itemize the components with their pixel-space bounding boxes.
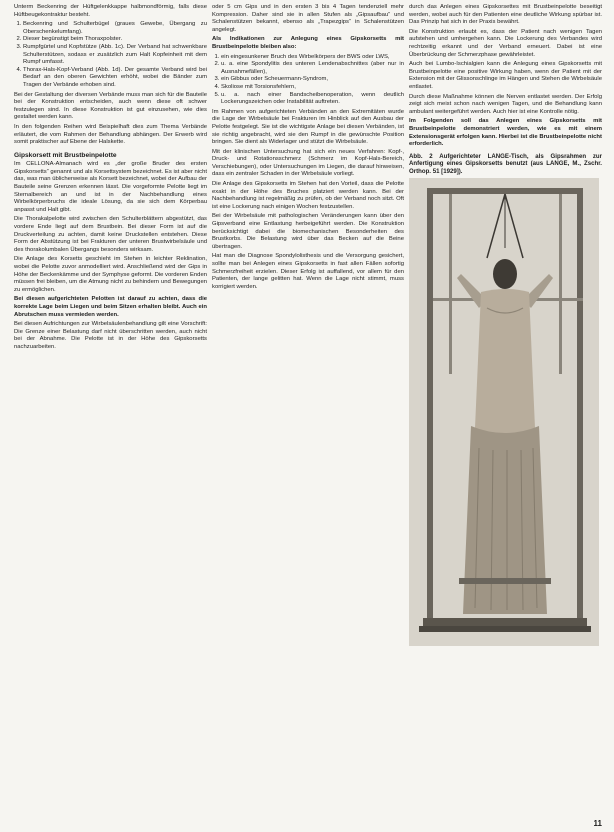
column-middle [212,4,404,822]
list-item: 4. Thorax-Hals-Kopf-Verband (Abb. 1d). Der gesamte Verband wird bei Bedarf an den oberen Gewichten erhöht, wobei die Bänder zum Tragen der Verbände erhoben sind. [23,67,207,90]
paragraph: oder 5 cm Gips und in den ersten 3 bis 4 Tagen tendenziell mehr Kompression. Daher sind sie in allen Stufen als „Gipsaufbau“ und Schalenstützen bekannt, ebenso als „Trapezgips“ in Schalenstützen angelegt. [212,4,404,33]
lange-table-illustration [409,178,599,646]
paragraph: Mit der klinischen Untersuchung hat sich ein neues Verfahren: Kopf-, Druck- und Rotationsschmerz (Schmerz im Kopf-Hals-Bereich, Verschiebungen), oder Untersuchungen im Liegen, die darauf hinweisen, dass ein zentraler Schaden in der Wirbelsäule vorliegt. [212,148,404,178]
column-left [14,4,207,822]
paragraph: In den folgenden Reihen wird Beispielhaft dies zum Thema Verbände erläutert, die vom Rahmen der Behandlung abhängen. Der Erwerb wird somit praktischer auf Ebene der Halskette. [14,123,207,146]
paragraph: Auch bei Lumbo-Ischialgien kann die Anlegung eines Gipskorsetts mit Brustbeinpelotte eine positive Wirkung haben, wenn der Patient mit der Extension mit der Glissonschlinge im Hängen und Stehen die Wirbelsäule entlastet. [409,61,602,90]
figure-caption: Abb. 2 Aufgerichteter LANGE-Tisch, als Gipsrahmen zur Anfertigung eines Gipskorsetts benutzt (aus LANGE, M., Zschr. Orthop. 51 [1929]). [409,152,602,175]
paragraph: durch das Anlegen eines Gipskorsettes mit Brustbeinpelotte beseitigt werden, wobei auch für den Patienten eine deutliche Wirkung spürbar ist. Das Prinzip hat sich in der Praxis bewährt. [409,4,602,26]
paragraph: Bei diesen Aufrichtungen zur Wirbelsäulenbehandlung gilt eine Vorschrift: Die Grenze einer Belastung darf nicht überschritten werden, auch nicht bei der Abnahme. Die Pelotte ist in der Höhe des Gipskorsetts nachzuarbeiten. [14,321,207,350]
paragraph-bold: Als Indikationen zur Anlegung eines Gipskorsetts mit Brustbeinpelotte bleiben also: [212,36,404,50]
list-item: 2. Dieser begünstigt beim Thoraxpolster. [23,36,207,44]
list-item: 4. Skoliose mit Torsionsfehlern, [221,84,404,92]
paragraph: Bei der Wirbelsäule mit pathologischen Veränderungen kann über den Gipsverband eine Entlastung herbeigeführt werden. Die Konstruktion berücksichtigt dabei die biomechanischen Besonderheiten des Brustkorbs. Die Belastung wird über das Becken auf die Beine übertragen. [212,213,404,250]
list-item: 1. Beckenring und Schulterbügel (graues Gewebe, Übergang zu Oberschenkelumfang). [23,21,207,36]
numbered-list [212,54,404,107]
paragraph-bold: Bei diesen aufgerichteten Pelotten ist darauf zu achten, dass die korrekte Lage beim Liegen und beim Sitzen erhalten bleibt. Auch ein Abrutschen muss vermieden werden. [14,296,207,318]
paragraph: Im CELLONA-Almanach wird es „der große Bruder des ersten Gipskorsetts“ genannt und als Korsettsystem bezeichnet. Es ist aber nicht das, was man üblicherweise als Korsett bezeichnet, wobei der Aufbau der Bauteile seine Grenzen erkennen lässt. Die vorgeformte Pelotte liegt im Sternalbereich an und ist in der Nachbehandlung eines Wirbelkörperbruchs die ideale Lösung, da sie sich dem Körperbau anpasst und Halt gibt. [14,161,207,213]
paragraph: Die Thorakalpelotte wird zwischen den Schulterblättern abgestützt, das vordere Ende liegt auf dem Brustbein. Bei dieser Form ist auf die Druckverteilung zu achten, damit keine Druckstellen entstehen. Diese Form der Abstützung ist bei Frakturen der unteren Brustwirbelsäule und des thorakolumbalen Übergangs besonders wirksam. [14,216,207,253]
paragraph: Hat man die Diagnose Spondylolisthesis und die Versorgung gesichert, sollte man bei Anlegen eines Gipskorsetts in fast allen Fällen sofortig Schmerzfreiheit erzielen. Dieser Erfolg ist auffallend, vor allem für den Patienten, der lange gelitten hat. Wenn die Lage nicht stimmt, muss korrigiert werden. [212,253,404,290]
list-item: 1. ein eingesunkener Bruch des Wirbelkörpers der BWS oder LWS, [221,54,404,62]
paragraph: Durch diese Maßnahme können die Nerven entlastet werden. Der Erfolg zeigt sich meist schon nach wenigen Tagen, und die Behandlung kann ambulant weitergeführt werden. Auch hier ist eine Kontrolle nötig. [409,93,602,115]
paragraph: Unterm Beckenring der Hüftgelenkkappe halbmondförmig, falls diese Hüftbeugekontraktur besteht. [14,4,207,18]
list-item: 5. u. a. nach einer Bandscheibenoperation, wenn deutlich Lockerungszeichen oder Instabilität auftreten. [221,92,404,107]
paragraph: Im Rahmen von aufgerichteten Verbänden an den Extremitäten wurde die Lage der Wirbelsäule bei Frakturen im Hinblick auf den Ausbau der Pelotte festgelegt. Sie ist die wichtigste Anlage bei diesen Verbänden, ist sie richtig angebracht, wird sie den Rumpf in die gewünschte Position bringen. Sie dient als Widerlager und stützt die Wirbelsäule. [212,108,404,146]
section-heading: Gipskorsett mit Brustbeinpelotte [14,151,117,159]
page-number: 11 [593,819,602,828]
paragraph: Die Anlage des Gipskorsetts im Stehen hat den Vorteil, dass die Pelotte exakt in der Höhe des Bruches platziert werden kann. Bei der Nachbehandlung ist regelmäßig zu prüfen, ob der Verband noch sitzt. Oft ist eine Lockerung nach einigen Wochen festzustellen. [212,181,404,210]
paragraph-bold: Im Folgenden soll das Anlegen eines Gipskorsetts mit Brustbeinpelotte demonstriert werden, wie es mit einem Extensionsgerät erfolgen kann. Hierbei ist die Brustbeinpelotte nicht erforderlich. [409,118,602,148]
numbered-list [14,21,207,89]
paragraph: Bei der Gestaltung der diversen Verbände muss man sich für die Bauteile bei der Konstruktion entscheiden, auch wenn diese oft schwer festzulegen sind. In diese Konstruktion ist gut einzusehen, wie dies gestaltet werden kann. [14,91,207,121]
list-item: 3. ein Gibbus oder Scheuermann-Syndrom, [221,76,404,84]
paragraph: Die Anlage des Korsetts geschieht im Stehen in leichter Reklination, wobei die Pelotte zuvor anmodelliert wird. Anschließend wird der Gips in Höhe der Beckenkämme und der Symphyse geformt. Die vorderen Enden müssen frei bleiben, um die Atmung nicht zu behindern und Bewegungen zu ermöglichen. [14,256,207,293]
figure-photo [409,178,599,646]
paragraph: Die Konstruktion erlaubt es, dass der Patient nach wenigen Tagen aufstehen und umhergehen kann. Die Lockerung des Verbandes wird rechtzeitig erkannt und der Verband erneuert. Dabei ist eine Überbrückung der Schmerzphase gewährleistet. [409,28,602,58]
column-right [409,4,602,822]
list-item: 2. u. a. eine Spondylitis des unteren Lendenabschnittes (aber nur in Ausnahmefällen), [221,61,404,76]
list-item: 3. Rumpfgürtel und Kopfstütze (Abb. 1c). Der Verband hat schwenkbare Schulterstützen, sodass er zusätzlich zum Halt Kopfeinheit mit dem Rumpf umfasst. [23,44,207,67]
